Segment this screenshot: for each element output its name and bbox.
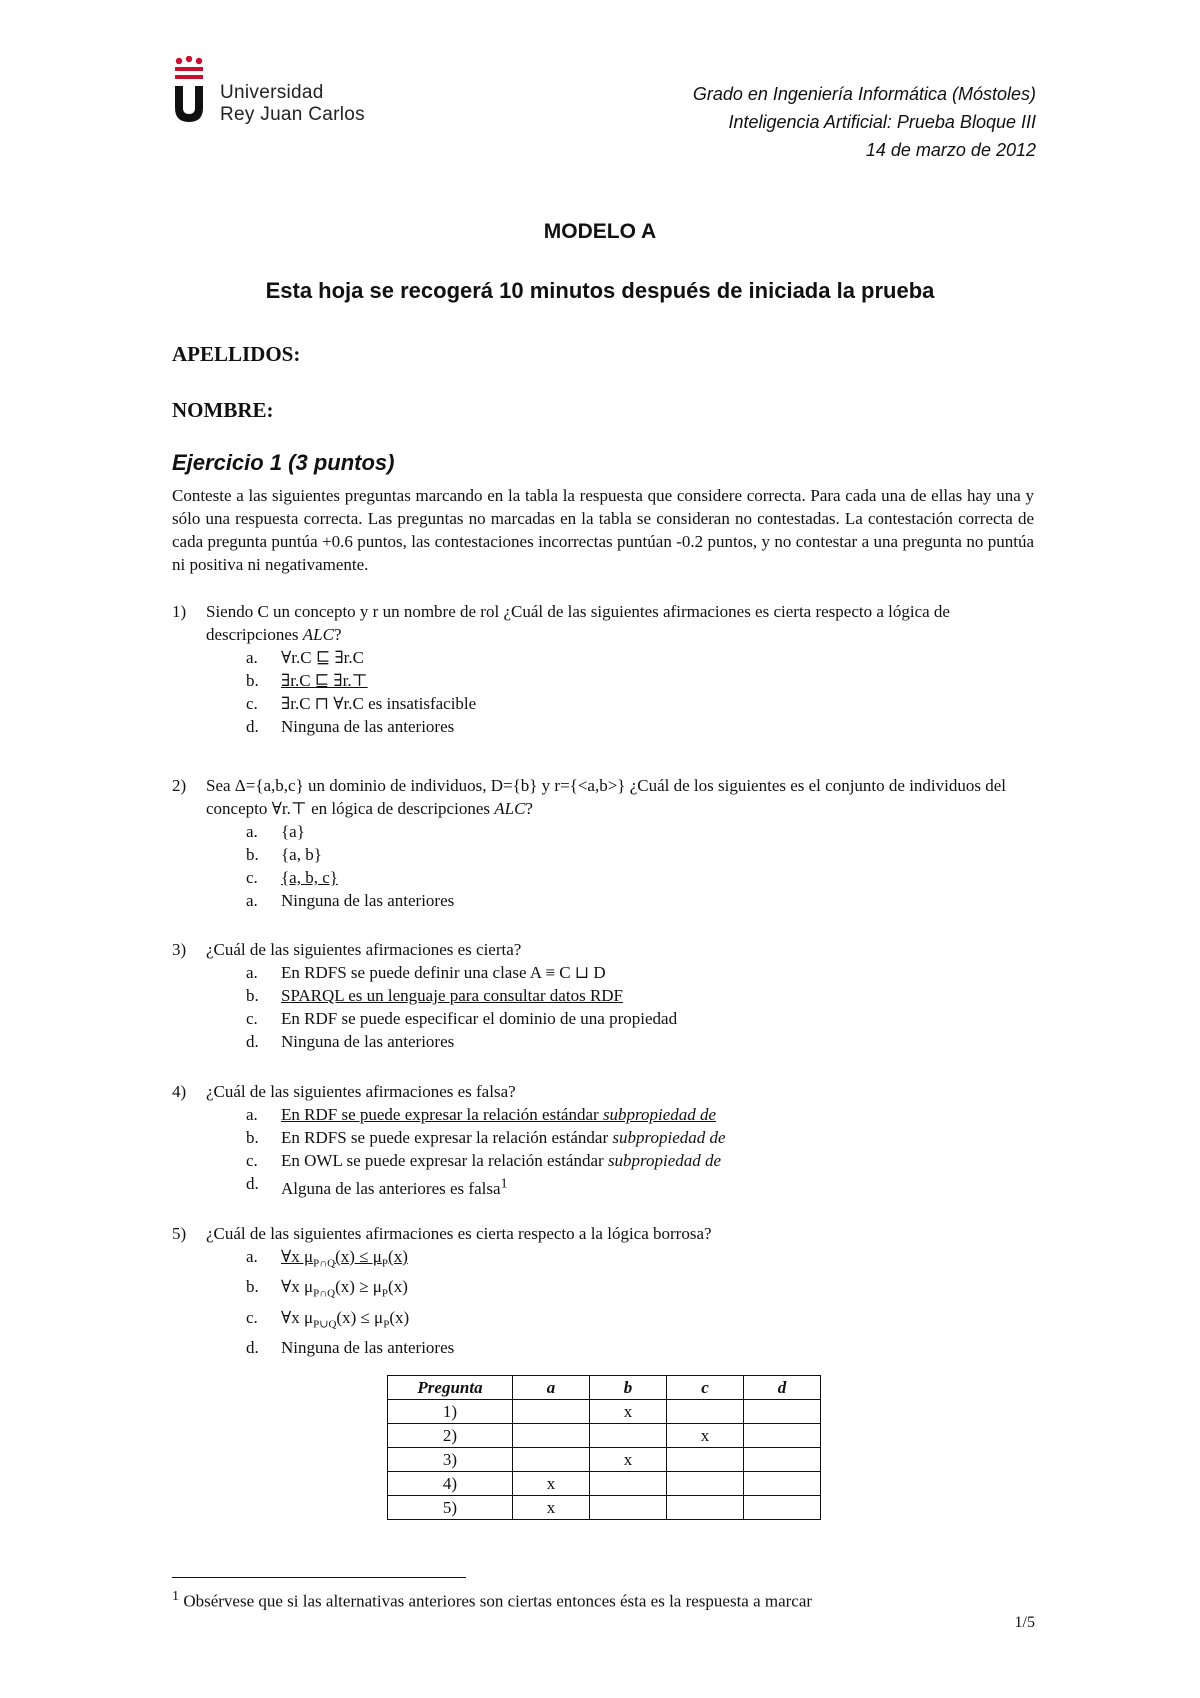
question-cell: 1) — [388, 1400, 513, 1424]
logo-wordmark — [220, 82, 365, 126]
question-stem: ¿Cuál de las siguientes afirmaciones es cierta respecto a la lógica borrosa? — [206, 1224, 712, 1243]
formula-sub2: P — [381, 1257, 389, 1270]
option-letter: c. — [246, 1307, 258, 1327]
option-text — [281, 1175, 508, 1198]
option-b — [246, 1275, 1042, 1305]
answer-cell[interactable] — [744, 1448, 821, 1472]
header-date: 14 de marzo de 2012 — [865, 140, 1036, 160]
option-a — [246, 646, 1042, 669]
formula-pre: ∀x μ — [281, 1307, 314, 1327]
table-row — [388, 1472, 821, 1496]
option-d — [246, 1336, 1042, 1359]
option-a — [246, 961, 1042, 984]
question-3 — [172, 938, 1042, 1053]
question-number: 4) — [172, 1082, 187, 1101]
option-text: ∃r.C ⊓ ∀r.C es insatisfacible — [281, 694, 477, 713]
option-letter: a. — [246, 1247, 258, 1266]
option-c — [246, 1149, 1042, 1172]
logo-line-1: Universidad — [220, 82, 324, 103]
option-text — [281, 1128, 726, 1147]
nombre-label: NOMBRE: — [172, 398, 274, 422]
option-text — [281, 1307, 410, 1331]
formula-sub: P∩Q — [313, 1257, 336, 1270]
answer-cell[interactable] — [667, 1400, 744, 1424]
header-cell: a — [513, 1376, 590, 1400]
header-subject: Inteligencia Artificial: Prueba Bloque III — [728, 112, 1036, 132]
table-row — [388, 1496, 821, 1520]
answer-cell[interactable] — [667, 1472, 744, 1496]
option-text-main: En OWL se puede expresar la relación estándar — [281, 1151, 608, 1170]
question-number: 5) — [172, 1224, 187, 1243]
option-text — [281, 1277, 408, 1300]
answer-cell[interactable] — [667, 1496, 744, 1520]
option-letter: b. — [246, 1277, 259, 1297]
option-b — [246, 1126, 1042, 1149]
formula-sub: P∩Q — [313, 1287, 336, 1300]
answer-table — [387, 1375, 821, 1520]
formula-sub2: P — [381, 1287, 389, 1300]
option-b — [246, 669, 1042, 692]
formula-post: (x) — [389, 1307, 410, 1327]
formula-pre: ∀x μ — [281, 1247, 314, 1266]
formula-sub: P∪Q — [313, 1318, 337, 1331]
table-row — [388, 1448, 821, 1472]
question-stem: ¿Cuál de las siguientes afirmaciones es cierta? — [206, 940, 522, 959]
header-cell: b — [590, 1376, 667, 1400]
option-letter: a. — [246, 963, 258, 982]
option-letter: c. — [246, 868, 258, 887]
option-c — [246, 866, 1042, 889]
option-letter: d. — [246, 1174, 259, 1193]
logic-name: ALC — [302, 625, 334, 644]
option-letter: b. — [246, 671, 259, 690]
stem-end: ? — [525, 799, 533, 818]
formula-pre: ∀x μ — [281, 1277, 314, 1297]
option-text-main: Alguna de las anteriores es falsa — [281, 1178, 501, 1198]
option-text: Ninguna de las anteriores — [281, 891, 455, 910]
formula-post: (x) — [388, 1277, 408, 1297]
option-text: {a} — [281, 822, 305, 841]
option-letter: b. — [246, 845, 259, 864]
option-letter: c. — [246, 694, 258, 713]
answer-cell[interactable]: x — [667, 1424, 744, 1448]
stem-end: ? — [333, 625, 342, 644]
answer-cell[interactable] — [744, 1424, 821, 1448]
option-d — [246, 715, 1042, 738]
formula-mid: (x) ≤ μ — [336, 1307, 384, 1327]
table-row — [388, 1400, 821, 1424]
option-letter: a. — [246, 1105, 258, 1124]
answer-cell[interactable] — [744, 1472, 821, 1496]
logic-name: ALC — [494, 799, 526, 818]
footnote-number: 1 — [172, 1588, 180, 1604]
option-text — [281, 1105, 716, 1124]
option-text-main: En RDF se puede expresar la relación estándar — [281, 1105, 603, 1124]
option-text: ∃r.C ⊑ ∃r.⊤ — [281, 671, 368, 690]
option-letter: a. — [246, 648, 258, 667]
logo-line-2: Rey Juan Carlos — [220, 104, 365, 125]
option-letter: b. — [246, 1128, 259, 1147]
answer-cell[interactable]: x — [590, 1448, 667, 1472]
option-a — [246, 1245, 1042, 1275]
option-a — [246, 820, 1042, 843]
option-text: ∀r.C ⊑ ∃r.C — [281, 648, 364, 667]
answer-cell[interactable] — [590, 1472, 667, 1496]
option-text: {a, b} — [281, 845, 322, 864]
question-number: 2) — [172, 776, 187, 795]
exam-model: MODELO A — [543, 220, 657, 243]
option-text-em: subpropiedad de — [612, 1128, 726, 1147]
question-cell: 2) — [388, 1424, 513, 1448]
question-number: 1) — [172, 602, 187, 621]
formula-sub2: P — [383, 1318, 390, 1331]
option-text — [281, 1151, 721, 1170]
option-c — [246, 1007, 1042, 1030]
answer-cell[interactable] — [667, 1448, 744, 1472]
exercise-title: Ejercicio 1 (3 puntos) — [172, 450, 395, 475]
option-a — [246, 1103, 1042, 1126]
footnote-divider — [172, 1577, 466, 1578]
option-c — [246, 692, 1042, 715]
option-letter: a. — [246, 891, 258, 910]
stem-text: Siendo C un concepto y r un nombre de rol ¿Cuál de las siguientes afirmaciones es cierta respecto a lógica de descripciones — [206, 602, 950, 644]
course-header — [693, 80, 1036, 164]
question-cell: 5) — [388, 1496, 513, 1520]
option-letter: d. — [246, 1338, 259, 1358]
answer-cell[interactable] — [513, 1400, 590, 1424]
option-text: {a, b, c} — [281, 868, 338, 887]
header-cell: Pregunta — [388, 1376, 513, 1400]
question-number: 3) — [172, 940, 187, 959]
stem-text: Sea Δ={a,b,c} un dominio de individuos, D={b} y r={<a,b>} ¿Cuál de los siguientes es el conjunto de individuos del concepto ∀r.⊤ en lógica de descripciones — [206, 776, 1006, 818]
option-d — [246, 1172, 1042, 1200]
answer-cell[interactable] — [513, 1448, 590, 1472]
footnote-marker: 1 — [500, 1175, 508, 1191]
university-logo — [172, 56, 372, 136]
exercise-instructions: Conteste a las siguientes preguntas marcando en la tabla la respuesta que considere correcta. Para cada una de ellas hay una y sólo una respuesta correcta. Las preguntas no marcadas en la tabla se consideran no contestadas. La contestación correcta de cada pregunta puntúa +0.6 puntos, las contestaciones incorrectas puntúan -0.2 puntos, y no contestar a una pregunta no puntúa ni positiva ni negativamente. — [172, 486, 1034, 574]
option-d — [246, 1030, 1042, 1053]
question-1 — [172, 600, 1042, 738]
option-letter: d. — [246, 717, 259, 736]
option-text: En RDF se puede especificar el dominio de una propiedad — [281, 1009, 678, 1028]
question-stem — [206, 774, 1042, 820]
collection-note: Esta hoja se recogerá 10 minutos después de iniciada la prueba — [265, 278, 935, 303]
answer-cell[interactable]: x — [513, 1496, 590, 1520]
header-cell: d — [744, 1376, 821, 1400]
option-text: Ninguna de las anteriores — [281, 1338, 455, 1358]
option-text-main: En RDFS se puede expresar la relación estándar — [281, 1128, 613, 1147]
question-5 — [172, 1222, 1042, 1359]
option-letter: a. — [246, 822, 258, 841]
option-text: Ninguna de las anteriores — [281, 717, 455, 736]
header-degree: Grado en Ingeniería Informática (Móstoles) — [692, 84, 1036, 104]
answer-table-header — [388, 1376, 821, 1400]
option-letter: b. — [246, 986, 259, 1005]
option-text: Ninguna de las anteriores — [281, 1032, 455, 1051]
question-cell: 4) — [388, 1472, 513, 1496]
page-number: 1/5 — [1014, 1614, 1035, 1631]
option-text — [281, 1247, 408, 1270]
question-stem — [206, 600, 1042, 646]
urjc-logo-icon — [172, 56, 206, 126]
answer-cell[interactable] — [513, 1424, 590, 1448]
option-letter: c. — [246, 1009, 258, 1028]
option-text-em: subpropiedad de — [607, 1151, 722, 1170]
answer-cell[interactable]: x — [513, 1472, 590, 1496]
formula-post: (x) — [388, 1247, 408, 1266]
question-cell: 3) — [388, 1448, 513, 1472]
option-text: En RDFS se puede definir una clase A ≡ C ⊔ D — [281, 963, 606, 982]
answer-cell[interactable] — [744, 1400, 821, 1424]
answer-cell[interactable] — [590, 1424, 667, 1448]
answer-cell[interactable]: x — [590, 1400, 667, 1424]
table-row — [388, 1424, 821, 1448]
formula-mid: (x) ≥ μ — [335, 1277, 382, 1297]
formula-mid: (x) ≤ μ — [335, 1247, 382, 1266]
option-letter: d. — [246, 1032, 259, 1051]
answer-cell[interactable] — [744, 1496, 821, 1520]
option-b — [246, 984, 1042, 1007]
question-stem: ¿Cuál de las siguientes afirmaciones es falsa? — [206, 1082, 516, 1101]
option-letter: c. — [246, 1151, 258, 1170]
question-2 — [172, 774, 1042, 912]
option-text: SPARQL es un lenguaje para consultar datos RDF — [281, 986, 624, 1005]
option-b — [246, 843, 1042, 866]
option-c — [246, 1306, 1042, 1336]
question-4 — [172, 1080, 1042, 1200]
option-text-em: subpropiedad de — [602, 1105, 717, 1124]
footnote-text: Obsérvese que si las alternativas anteriores son ciertas entonces ésta es la respuesta a marcar — [183, 1591, 813, 1611]
footnote — [172, 1588, 812, 1612]
option-d — [246, 889, 1042, 912]
apellidos-label: APELLIDOS: — [172, 342, 301, 366]
answer-cell[interactable] — [590, 1496, 667, 1520]
header-cell: c — [667, 1376, 744, 1400]
